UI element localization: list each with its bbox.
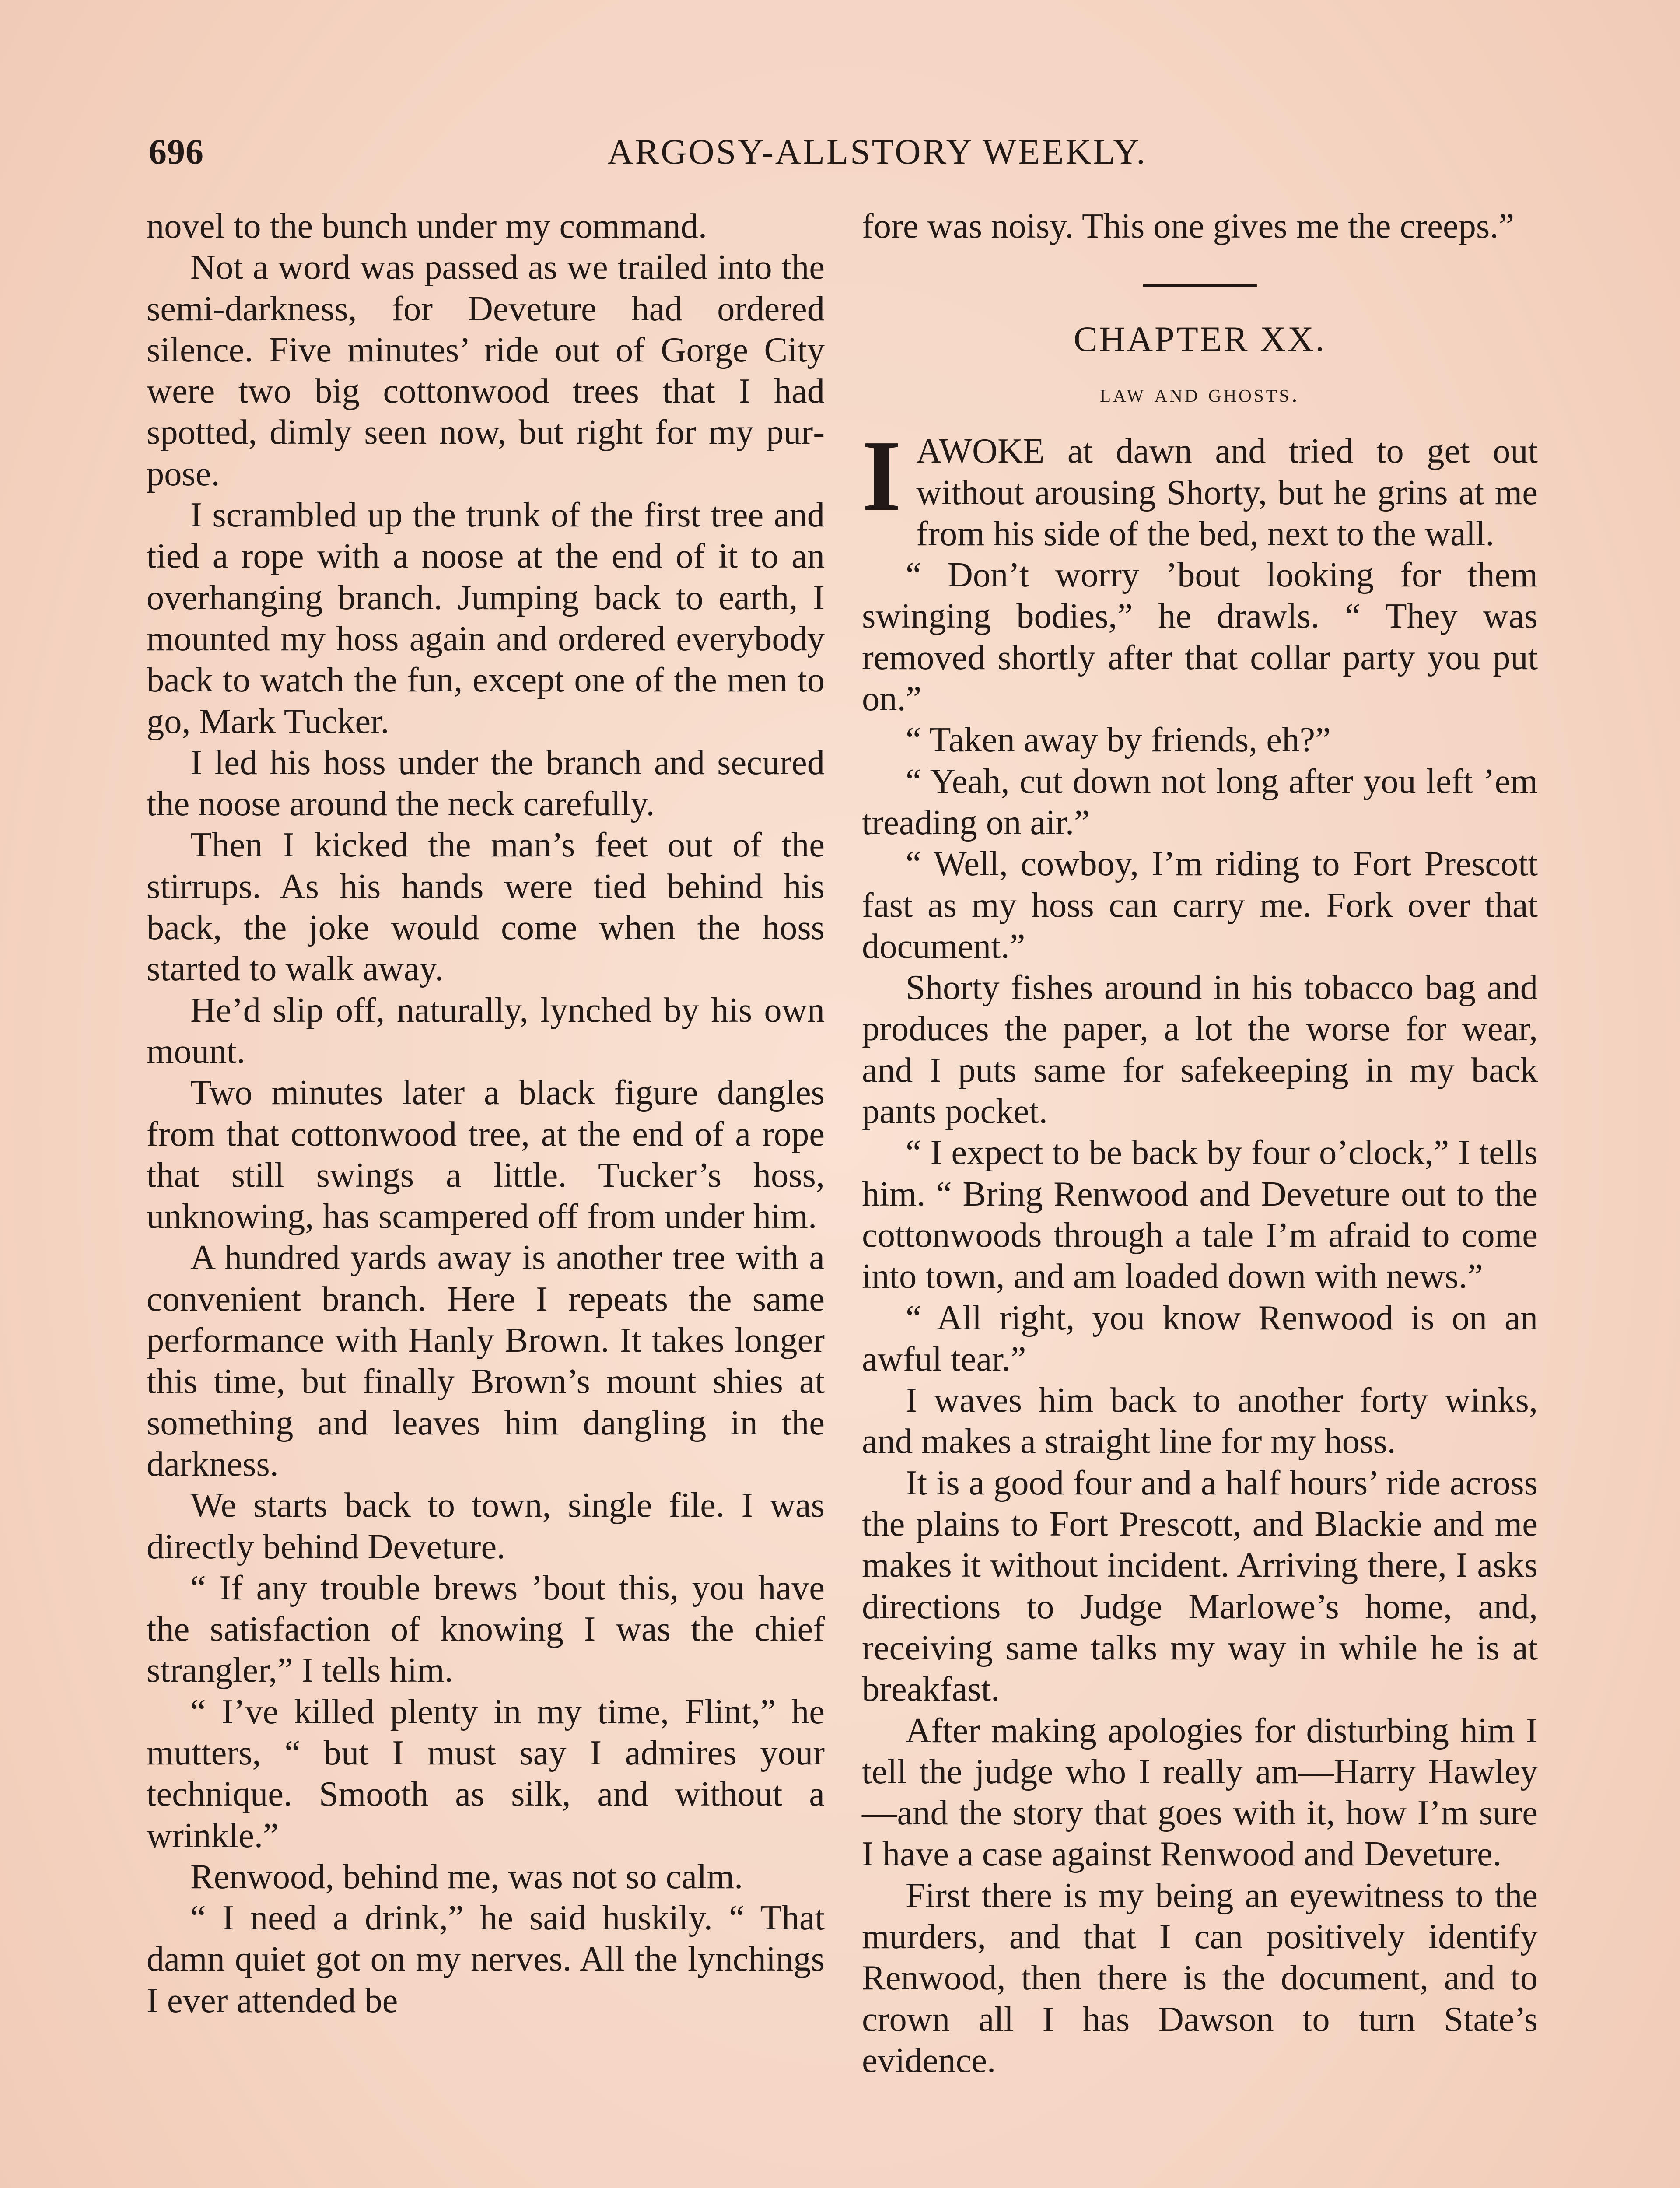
paragraph: I waves him back to another forty winks, and makes a straight line for my hoss. bbox=[862, 1381, 1538, 1461]
paragraph: “ I expect to be back by four o’clock,” I tells him. “ Bring Renwood and Deveture out to the cottonwoods through a tale I’m afraid to come into town, and am loaded down with news.” bbox=[862, 1133, 1538, 1296]
opening-text: AWOKE at dawn and tried to get out without arousing Shorty, but he grins at me from his side of the bed, next to the wall. bbox=[916, 431, 1538, 553]
section-divider bbox=[1143, 284, 1257, 287]
page-header bbox=[149, 131, 1540, 184]
paragraph: We starts back to town, single file. I was directly behind Deveture. bbox=[147, 1486, 825, 1566]
paragraph: novel to the bunch under my command. bbox=[147, 207, 707, 245]
paragraph: “ Well, cowboy, I’m riding to Fort Prescott fast as my hoss can carry me. Fork over that document.” bbox=[862, 844, 1538, 966]
running-head: ARGOSY-ALLSTORY WEEKLY. bbox=[607, 132, 1147, 172]
paragraph: I led his hoss under the branch and secured the noose around the neck carefully. bbox=[147, 743, 825, 824]
paragraph: “ I’ve killed plenty in my time, Flint,” he mutters, “ but I must say I admires your technique. Smooth as silk, and without a wrinkle.” bbox=[147, 1692, 825, 1855]
drop-cap: I bbox=[862, 420, 902, 533]
chapter-subtitle: law and ghosts. bbox=[1100, 379, 1300, 408]
paragraph: “ Taken away by friends, eh?” bbox=[906, 720, 1331, 760]
paragraph: Then I kicked the man’s feet out of the stirrups. As his hands were tied behind his back, the joke would come when the hoss started to walk away. bbox=[147, 825, 825, 989]
paragraph: “ If any trouble brews ’bout this, you have the satisfaction of knowing I was the chief strangler,” I tells him. bbox=[147, 1568, 825, 1690]
paragraph: He’d slip off, naturally, lynched by his own mount. bbox=[147, 990, 825, 1071]
paragraph: I scrambled up the trunk of the first tree and tied a rope with a noose at the end of it to an overhanging branch. Jumping back to earth, I mounted my hoss again and ordered everybody back to watch the fun, except one of the men to go, Mark Tucker. bbox=[147, 495, 825, 741]
paragraph: “ Don’t worry ’bout looking for them swinging bodies,” he drawls. “ They was removed shortly after that collar party you put on.” bbox=[862, 555, 1538, 719]
paragraph: It is a good four and a half hours’ ride across the plains to Fort Prescott, and Blackie and me makes it without incident. Arriving there, I asks directions to Judge Marlowe’s home, and, receiving same talks my way in while he is at breakfast. bbox=[862, 1463, 1538, 1709]
paragraph: Renwood, behind me, was not so calm. bbox=[190, 1857, 743, 1896]
paragraph: After making apologies for disturbing him I tell the judge who I really am—Harry Hawley—and the story that goes with it, how I’m sure I have a case against Renwood and Deveture. bbox=[862, 1711, 1538, 1874]
paragraph: Two minutes later a black figure dangles from that cottonwood tree, at the end of a rope that still swings a little. Tucker’s hoss, unknowing, has scampered off from under him. bbox=[147, 1073, 825, 1236]
paragraph-continuation: fore was noisy. This one gives me the creeps.” bbox=[862, 207, 1515, 245]
page-number: 696 bbox=[149, 132, 204, 172]
chapter-opening-paragraph bbox=[862, 420, 1538, 554]
paragraph: Not a word was passed as we trailed into the semi-darkness, for Deveture had ordered silence. Five minutes’ ride out of Gorge City were two big cottonwood trees that I had spotted, dimly seen now, but right for my purpose. bbox=[147, 248, 825, 493]
paragraph: “ I need a drink,” he said huskily. “ That damn quiet got on my nerves. All the lynchings I ever attended be bbox=[147, 1898, 825, 2020]
paragraph: Shorty fishes around in his tobacco bag and produces the paper, a lot the worse for wear, and I puts same for safekeeping in my back pants pocket. bbox=[862, 968, 1538, 1131]
right-column bbox=[862, 206, 1538, 2081]
paragraph: A hundred yards away is another tree with a convenient branch. Here I repeats the same performance with Hanly Brown. It takes longer this time, but finally Brown’s mount shies at something and leaves him dangling in the darkness. bbox=[147, 1238, 825, 1483]
chapter-title: CHAPTER XX. bbox=[1073, 319, 1326, 359]
left-column bbox=[147, 206, 825, 2021]
paragraph: “ Yeah, cut down not long after you left ’em treading on air.” bbox=[862, 761, 1538, 842]
paragraph: “ All right, you know Renwood is on an awful tear.” bbox=[862, 1298, 1538, 1378]
paragraph: First there is my being an eyewitness to the murders, and that I can positively identify Renwood, then there is the document, and to crown all I has Dawson to turn State’s evidence. bbox=[862, 1876, 1538, 2080]
